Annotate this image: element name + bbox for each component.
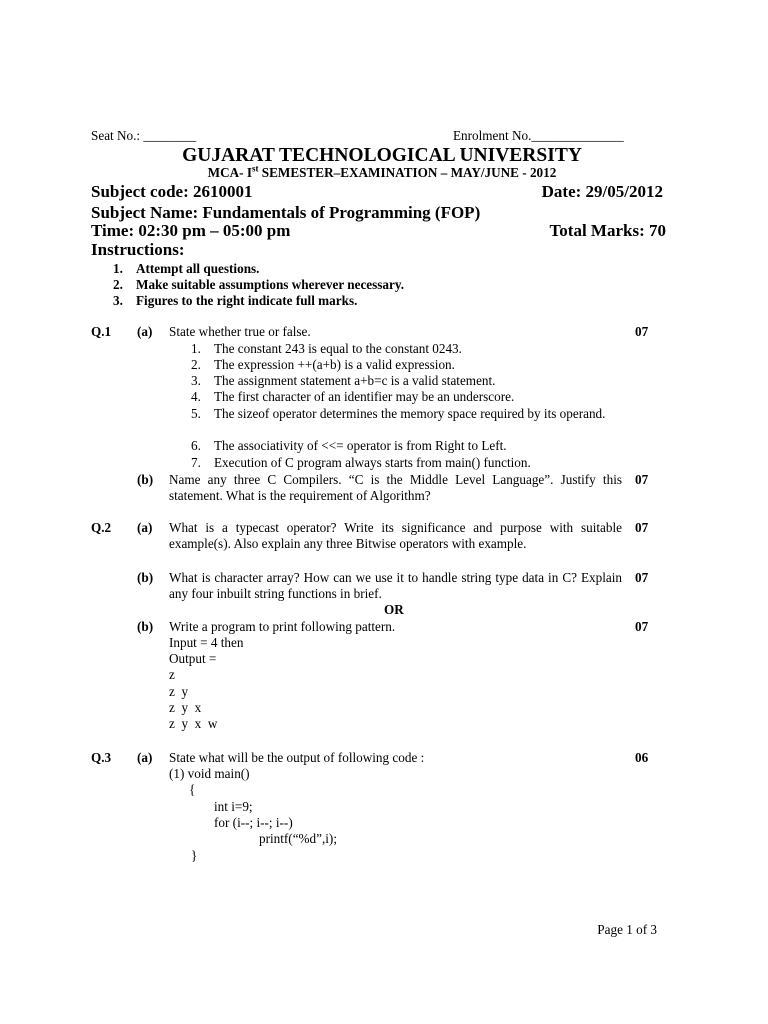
tf-item-number: 4. [191,389,201,404]
subject-name: Subject Name: Fundamentals of Programming (FOP) [91,203,481,222]
part-label: (a) [137,750,153,765]
part-label: (b) [137,570,154,585]
instruction-text: Figures to the right indicate full marks. [136,293,358,308]
page-number: Page 1 of 3 [597,922,657,937]
part-label: (b) [137,619,154,634]
total-marks: Total Marks: 70 [549,221,666,240]
marks: 07 [635,570,649,585]
code-line: (1) void main() [169,766,250,781]
tf-item-number: 1. [191,341,201,356]
code-line: for (i--; i--; i--) [214,815,293,830]
pattern-line: z [169,667,175,682]
marks: 07 [635,520,649,535]
pattern-line: z y x w [169,716,218,731]
pattern-input: Input = 4 then [169,635,244,650]
pattern-line: z y x [169,700,202,715]
tf-item-number: 6. [191,438,201,453]
tf-item-text: The expression ++(a+b) is a valid expression. [214,357,455,372]
code-line: int i=9; [214,799,253,814]
question-text: Write a program to print following pattern. [169,619,396,634]
marks: 07 [635,472,649,487]
tf-item-number: 7. [191,455,201,470]
part-label: (b) [137,472,154,487]
exam-time: Time: 02:30 pm – 05:00 pm [91,221,291,240]
instruction-number: 3. [113,293,123,308]
question-label-q1: Q.1 [91,324,112,339]
tf-item-text: The assignment statement a+b=c is a valid statement. [214,373,496,388]
enrolment-no: Enrolment No.______________ [453,128,624,143]
exam-date: Date: 29/05/2012 [541,182,663,201]
question-text: What is character array? How can we use it to handle string type data in C? Explain any four inbuilt string functions in brief. [169,570,622,602]
part-label: (a) [137,520,153,535]
part-label: (a) [137,324,153,339]
tf-item-number: 2. [191,357,201,372]
code-line: printf(“%d”,i); [259,831,337,846]
instructions-title: Instructions: [91,240,185,259]
instruction-number: 2. [113,277,123,292]
marks: 07 [635,619,649,634]
marks: 07 [635,324,649,339]
question-text: What is a typecast operator? Write its significance and purpose with suitable example(s). Also explain any three Bitwise operators with example. [169,520,622,552]
pattern-line: z y [169,684,189,699]
marks: 06 [635,750,649,765]
semester-line [91,164,673,182]
tf-item-text: The constant 243 is equal to the constant 0243. [214,341,462,356]
semester-superscript: st [251,163,259,174]
question-text: State whether true or false. [169,324,311,339]
tf-item-text: The associativity of <<= operator is from Right to Left. [214,438,507,453]
or-separator: OR [384,602,404,617]
code-open-brace: { [189,782,196,797]
question-label-q2: Q.2 [91,520,112,535]
tf-item-text: The first character of an identifier may be an underscore. [214,389,515,404]
tf-item-number: 3. [191,373,201,388]
pattern-output: Output = [169,651,217,666]
tf-item-number: 5. [191,406,201,421]
subject-code: Subject code: 2610001 [91,182,253,201]
tf-item-text: The sizeof operator determines the memory space required by its operand. [214,406,606,421]
question-text: State what will be the output of following code : [169,750,425,765]
tf-item-text: Execution of C program always starts from main() function. [214,455,531,470]
question-text: Name any three C Compilers. “C is the Middle Level Language”. Justify this statement. What is the requirement of Algorithm? [169,472,622,504]
instruction-text: Make suitable assumptions wherever necessary. [136,277,405,292]
instruction-number: 1. [113,261,123,276]
university-title: GUJARAT TECHNOLOGICAL UNIVERSITY [182,145,582,166]
semester-suffix: SEMESTER–EXAMINATION – MAY/JUNE - 2012 [258,165,557,180]
code-close-brace: } [191,848,198,863]
question-label-q3: Q.3 [91,750,112,765]
instruction-text: Attempt all questions. [136,261,260,276]
semester-prefix: MCA- I [207,165,252,180]
seat-no: Seat No.: ________ [91,128,197,143]
